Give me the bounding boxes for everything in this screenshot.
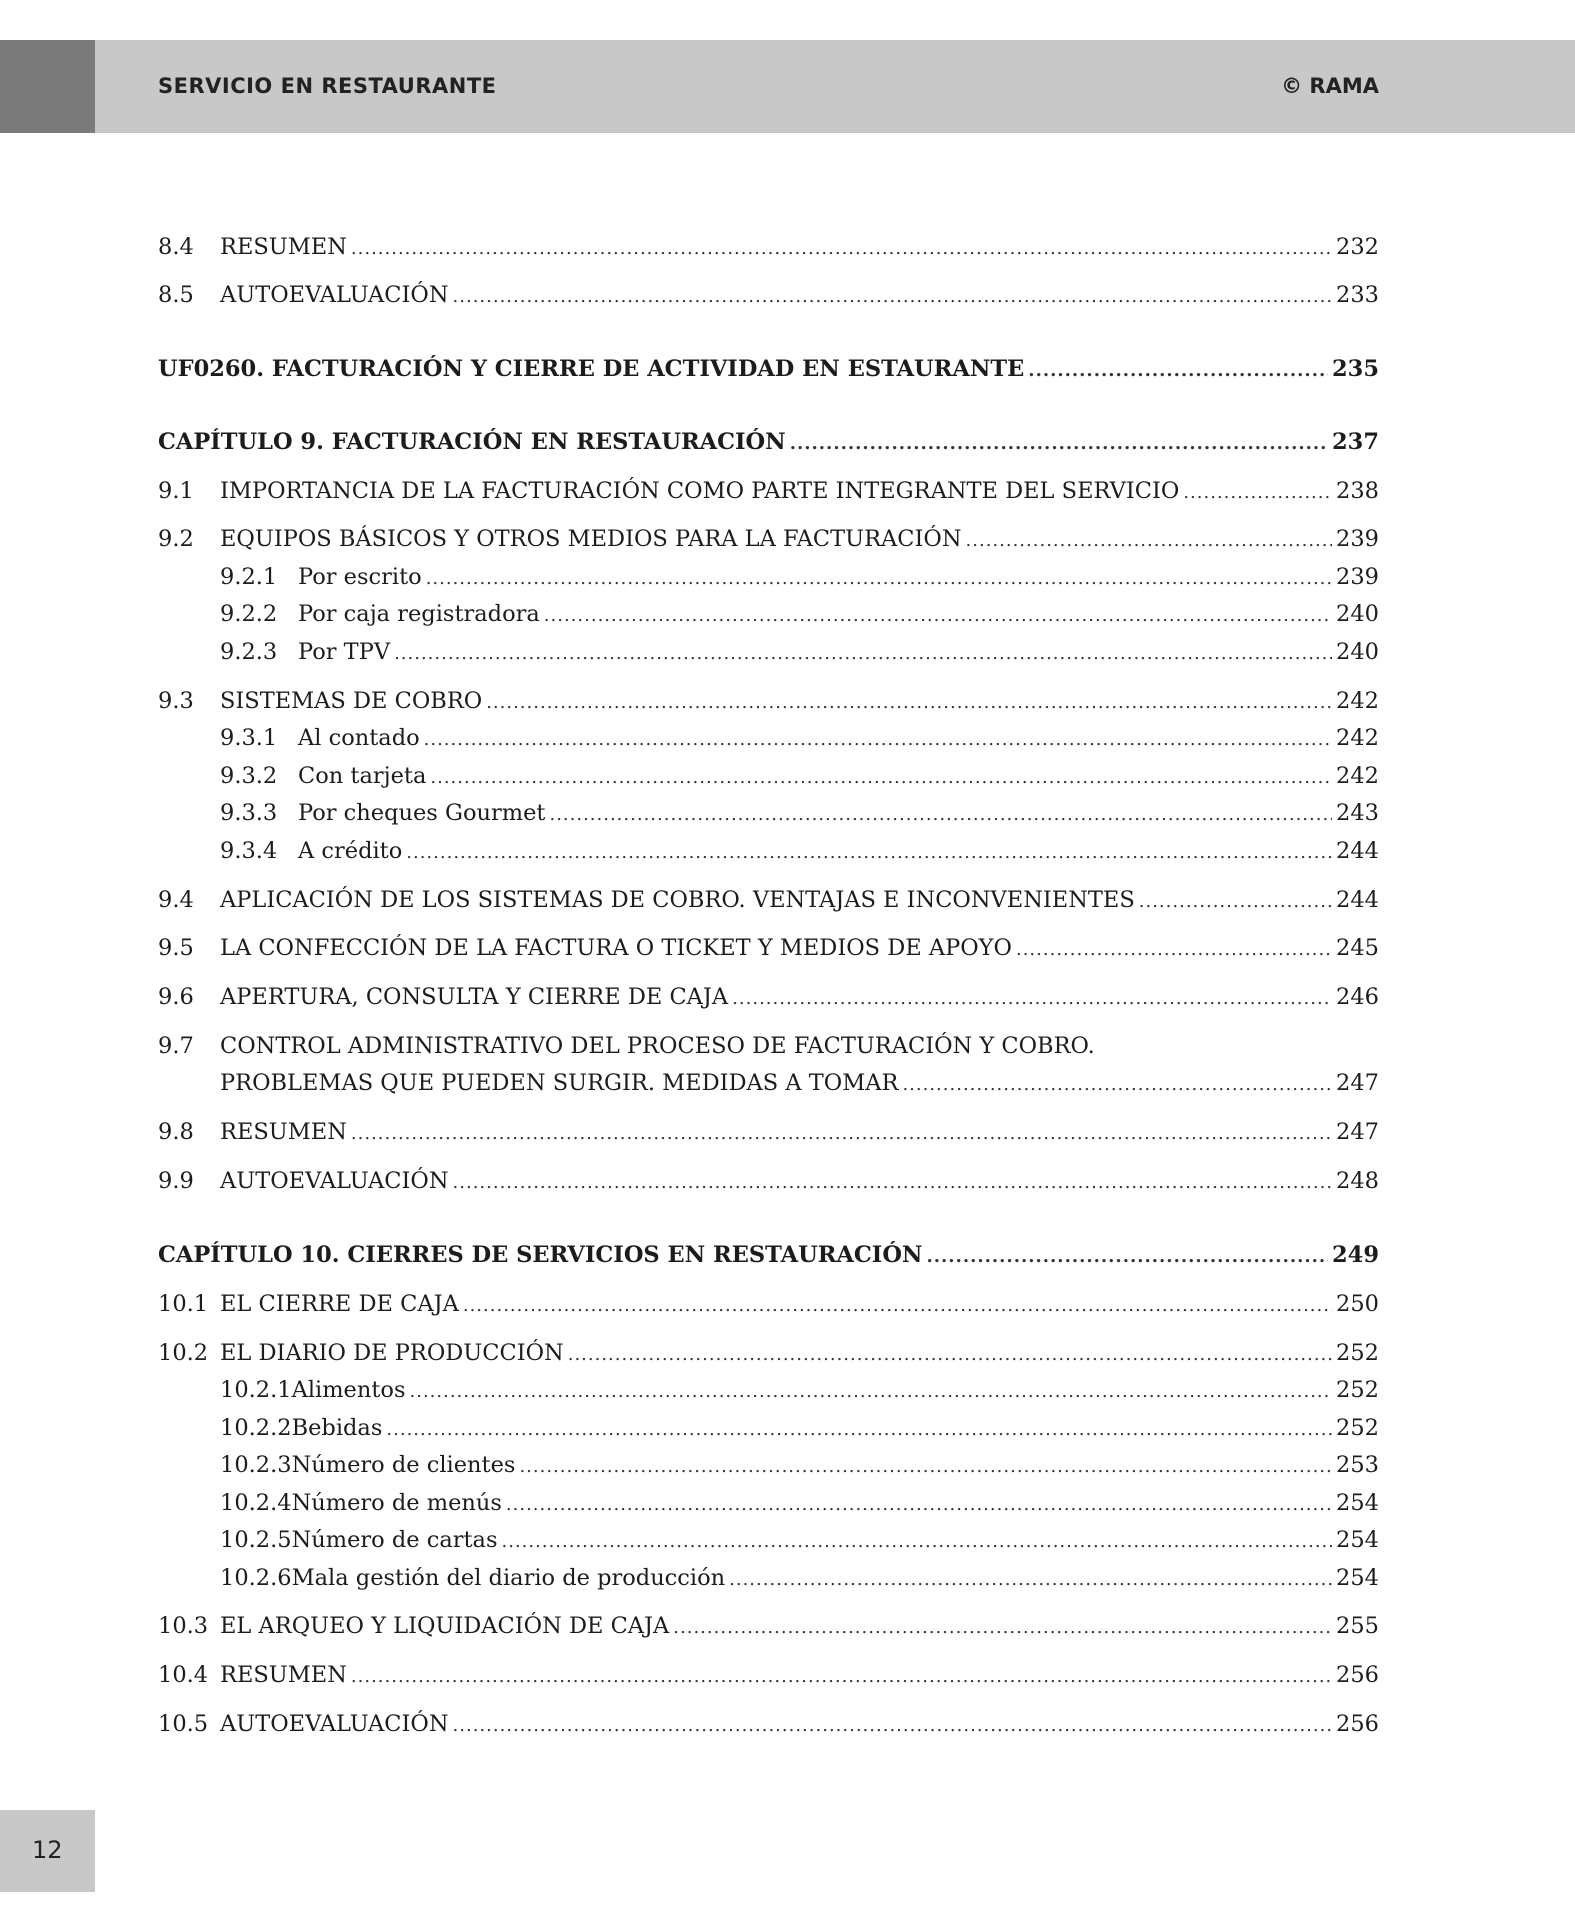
toc-title: UF0260. FACTURACIÓN Y CIERRE DE ACTIVIDAD EN ESTAURANTE bbox=[158, 356, 1025, 382]
toc-title: LA CONFECCIÓN DE LA FACTURA O TICKET Y MEDIOS DE APOYO bbox=[220, 935, 1012, 961]
leader-dots bbox=[386, 1415, 1332, 1445]
toc-title: CAPÍTULO 9. FACTURACIÓN EN RESTAURACIÓN bbox=[158, 429, 786, 455]
toc-subentry bbox=[158, 836, 1379, 866]
leader-dots bbox=[1183, 478, 1332, 508]
toc-number: 8.4 bbox=[158, 234, 194, 260]
toc-subentry bbox=[158, 1375, 1379, 1405]
toc-title: Número de cartas bbox=[291, 1527, 498, 1553]
toc-entry bbox=[158, 1166, 1379, 1196]
leader-dots bbox=[463, 1291, 1332, 1321]
toc-page: 232 bbox=[1336, 234, 1379, 260]
toc-number: 10.1 bbox=[158, 1291, 209, 1317]
toc-number: 10.4 bbox=[158, 1662, 209, 1688]
toc-subentry bbox=[158, 1488, 1379, 1518]
toc-title: AUTOEVALUACIÓN bbox=[220, 1168, 449, 1194]
toc-number: 9.9 bbox=[158, 1168, 194, 1194]
leader-dots bbox=[568, 1340, 1332, 1370]
toc-number: 9.2.2 bbox=[220, 601, 278, 627]
toc-number: 9.3.2 bbox=[220, 763, 278, 789]
leader-dots bbox=[351, 234, 1332, 264]
leader-dots bbox=[486, 688, 1332, 718]
toc-entry bbox=[158, 280, 1379, 310]
toc-title: Por escrito bbox=[298, 564, 422, 590]
toc-number: 10.2.3 bbox=[220, 1452, 292, 1478]
leader-dots bbox=[544, 601, 1332, 631]
toc-page: 256 bbox=[1336, 1711, 1379, 1737]
toc-number: 9.3.3 bbox=[220, 800, 278, 826]
toc-number: 9.5 bbox=[158, 935, 194, 961]
toc-page: 238 bbox=[1336, 478, 1379, 504]
toc-page: 242 bbox=[1336, 763, 1379, 789]
toc-title: RESUMEN bbox=[220, 1662, 347, 1688]
toc-title: AUTOEVALUACIÓN bbox=[220, 282, 449, 308]
toc-page: 254 bbox=[1336, 1490, 1379, 1516]
toc-subentry bbox=[158, 798, 1379, 828]
toc-number: 10.2.4 bbox=[220, 1490, 292, 1516]
toc-title: APERTURA, CONSULTA Y CIERRE DE CAJA bbox=[220, 984, 729, 1010]
toc-title: Por TPV bbox=[298, 639, 391, 665]
toc-page: 252 bbox=[1336, 1415, 1379, 1441]
leader-dots bbox=[966, 526, 1333, 556]
toc-entry bbox=[158, 885, 1379, 915]
toc-entry bbox=[158, 1611, 1379, 1641]
header-accent-block bbox=[0, 40, 95, 133]
toc-number: 9.8 bbox=[158, 1119, 194, 1145]
toc-page: 237 bbox=[1332, 429, 1379, 455]
toc-entry-continuation bbox=[158, 1068, 1379, 1098]
leader-dots bbox=[351, 1662, 1332, 1692]
toc-entry bbox=[158, 686, 1379, 716]
toc-unit-entry bbox=[158, 354, 1379, 384]
toc-page: 246 bbox=[1336, 984, 1379, 1010]
toc-page: 249 bbox=[1332, 1242, 1379, 1268]
toc-page: 235 bbox=[1332, 356, 1379, 382]
leader-dots bbox=[502, 1527, 1333, 1557]
toc-title: PROBLEMAS QUE PUEDEN SURGIR. MEDIDAS A TOMAR bbox=[220, 1070, 899, 1096]
toc-entry bbox=[158, 1031, 1379, 1061]
toc-page: 233 bbox=[1336, 282, 1379, 308]
toc-page: 239 bbox=[1336, 526, 1379, 552]
leader-dots bbox=[902, 1070, 1332, 1100]
toc-title: EL ARQUEO Y LIQUIDACIÓN DE CAJA bbox=[220, 1613, 670, 1639]
toc-page: 242 bbox=[1336, 725, 1379, 751]
toc-page: 247 bbox=[1336, 1119, 1379, 1145]
toc-subentry bbox=[158, 1450, 1379, 1480]
leader-dots bbox=[519, 1452, 1332, 1482]
toc-subentry bbox=[158, 723, 1379, 753]
toc-title: EL CIERRE DE CAJA bbox=[220, 1291, 459, 1317]
toc-title: SISTEMAS DE COBRO bbox=[220, 688, 483, 714]
running-header-publisher: © RAMA bbox=[1281, 74, 1379, 98]
leader-dots bbox=[410, 1377, 1333, 1407]
toc-number: 9.7 bbox=[158, 1033, 194, 1059]
toc-page: 252 bbox=[1336, 1377, 1379, 1403]
toc-title: Por cheques Gourmet bbox=[298, 800, 546, 826]
toc-entry bbox=[158, 232, 1379, 262]
toc-subentry bbox=[158, 637, 1379, 667]
toc-title: CAPÍTULO 10. CIERRES DE SERVICIOS EN RESTAURACIÓN bbox=[158, 1242, 923, 1268]
leader-dots bbox=[673, 1613, 1332, 1643]
toc-title: AUTOEVALUACIÓN bbox=[220, 1711, 449, 1737]
toc-chapter-entry bbox=[158, 1240, 1379, 1270]
toc-number: 9.3.4 bbox=[220, 838, 278, 864]
leader-dots bbox=[406, 838, 1332, 868]
toc-entry bbox=[158, 1660, 1379, 1690]
toc-entry bbox=[158, 524, 1379, 554]
toc-entry bbox=[158, 1338, 1379, 1368]
toc-number: 10.5 bbox=[158, 1711, 209, 1737]
leader-dots bbox=[424, 725, 1332, 755]
leader-dots bbox=[453, 1168, 1333, 1198]
leader-dots bbox=[1139, 887, 1332, 917]
toc-page: 254 bbox=[1336, 1565, 1379, 1591]
toc-page: 253 bbox=[1336, 1452, 1379, 1478]
toc-entry bbox=[158, 933, 1379, 963]
toc-number: 10.2 bbox=[158, 1340, 209, 1366]
toc-title: RESUMEN bbox=[220, 1119, 347, 1145]
toc-number: 8.5 bbox=[158, 282, 194, 308]
toc-page: 242 bbox=[1336, 688, 1379, 714]
toc-number: 10.2.5 bbox=[220, 1527, 292, 1553]
toc-number: 10.3 bbox=[158, 1613, 209, 1639]
toc-title: EQUIPOS BÁSICOS Y OTROS MEDIOS PARA LA FACTURACIÓN bbox=[220, 526, 962, 552]
toc-number: 10.2.2 bbox=[220, 1415, 292, 1441]
leader-dots bbox=[453, 282, 1333, 312]
toc-page: 243 bbox=[1336, 800, 1379, 826]
toc-title: CONTROL ADMINISTRATIVO DEL PROCESO DE FACTURACIÓN Y COBRO. bbox=[220, 1033, 1095, 1059]
toc-number: 10.2.6 bbox=[220, 1565, 292, 1591]
toc-subentry bbox=[158, 599, 1379, 629]
leader-dots bbox=[351, 1119, 1332, 1149]
leader-dots bbox=[394, 639, 1332, 669]
toc-chapter-entry bbox=[158, 427, 1379, 457]
running-header-title: SERVICIO EN RESTAURANTE bbox=[158, 74, 497, 98]
toc-title: Por caja registradora bbox=[298, 601, 540, 627]
toc-entry bbox=[158, 1289, 1379, 1319]
toc-title: Al contado bbox=[298, 725, 420, 751]
toc-subentry bbox=[158, 1525, 1379, 1555]
toc-page: 252 bbox=[1336, 1340, 1379, 1366]
toc-title: Número de menús bbox=[291, 1490, 502, 1516]
toc-page: 244 bbox=[1336, 838, 1379, 864]
toc-number: 10.2.1 bbox=[220, 1377, 292, 1403]
toc-subentry bbox=[158, 562, 1379, 592]
toc-number: 9.2.1 bbox=[220, 564, 278, 590]
toc-entry bbox=[158, 982, 1379, 1012]
toc-title: Mala gestión del diario de producción bbox=[291, 1565, 726, 1591]
toc-title: RESUMEN bbox=[220, 234, 347, 260]
toc-title: Número de clientes bbox=[291, 1452, 516, 1478]
toc-page: 248 bbox=[1336, 1168, 1379, 1194]
toc-subentry bbox=[158, 1563, 1379, 1593]
toc-number: 9.6 bbox=[158, 984, 194, 1010]
toc-page: 244 bbox=[1336, 887, 1379, 913]
leader-dots bbox=[732, 984, 1332, 1014]
toc-page: 245 bbox=[1336, 935, 1379, 961]
leader-dots bbox=[453, 1711, 1333, 1741]
toc-entry bbox=[158, 1709, 1379, 1739]
toc-page: 250 bbox=[1336, 1291, 1379, 1317]
toc-title: A crédito bbox=[298, 838, 403, 864]
leader-dots bbox=[1016, 935, 1332, 965]
toc-number: 9.4 bbox=[158, 887, 194, 913]
toc-subentry bbox=[158, 761, 1379, 791]
toc-page: 240 bbox=[1336, 639, 1379, 665]
toc-subentry bbox=[158, 1413, 1379, 1443]
toc-entry bbox=[158, 476, 1379, 506]
toc-number: 9.2.3 bbox=[220, 639, 278, 665]
toc-page: 240 bbox=[1336, 601, 1379, 627]
toc-title: APLICACIÓN DE LOS SISTEMAS DE COBRO. VENTAJAS E INCONVENIENTES bbox=[220, 887, 1135, 913]
page-number: 12 bbox=[32, 1836, 63, 1864]
leader-dots bbox=[426, 564, 1332, 594]
toc-page: 255 bbox=[1336, 1613, 1379, 1639]
toc-title: Alimentos bbox=[291, 1377, 406, 1403]
toc-page: 239 bbox=[1336, 564, 1379, 590]
toc-title: Bebidas bbox=[291, 1415, 383, 1441]
toc-title: Con tarjeta bbox=[298, 763, 427, 789]
toc-page: 254 bbox=[1336, 1527, 1379, 1553]
toc-title: IMPORTANCIA DE LA FACTURACIÓN COMO PARTE INTEGRANTE DEL SERVICIO bbox=[220, 478, 1180, 504]
toc-number: 9.2 bbox=[158, 526, 194, 552]
leader-dots bbox=[549, 800, 1332, 830]
toc-number: 9.3.1 bbox=[220, 725, 278, 751]
toc-entry bbox=[158, 1117, 1379, 1147]
leader-dots bbox=[1028, 356, 1328, 386]
leader-dots bbox=[430, 763, 1332, 793]
toc-number: 9.1 bbox=[158, 478, 194, 504]
toc-title: EL DIARIO DE PRODUCCIÓN bbox=[220, 1340, 564, 1366]
leader-dots bbox=[506, 1490, 1332, 1520]
toc-page: 256 bbox=[1336, 1662, 1379, 1688]
leader-dots bbox=[927, 1242, 1329, 1272]
leader-dots bbox=[729, 1565, 1332, 1595]
leader-dots bbox=[790, 429, 1328, 459]
toc-page: 247 bbox=[1336, 1070, 1379, 1096]
toc-number: 9.3 bbox=[158, 688, 194, 714]
